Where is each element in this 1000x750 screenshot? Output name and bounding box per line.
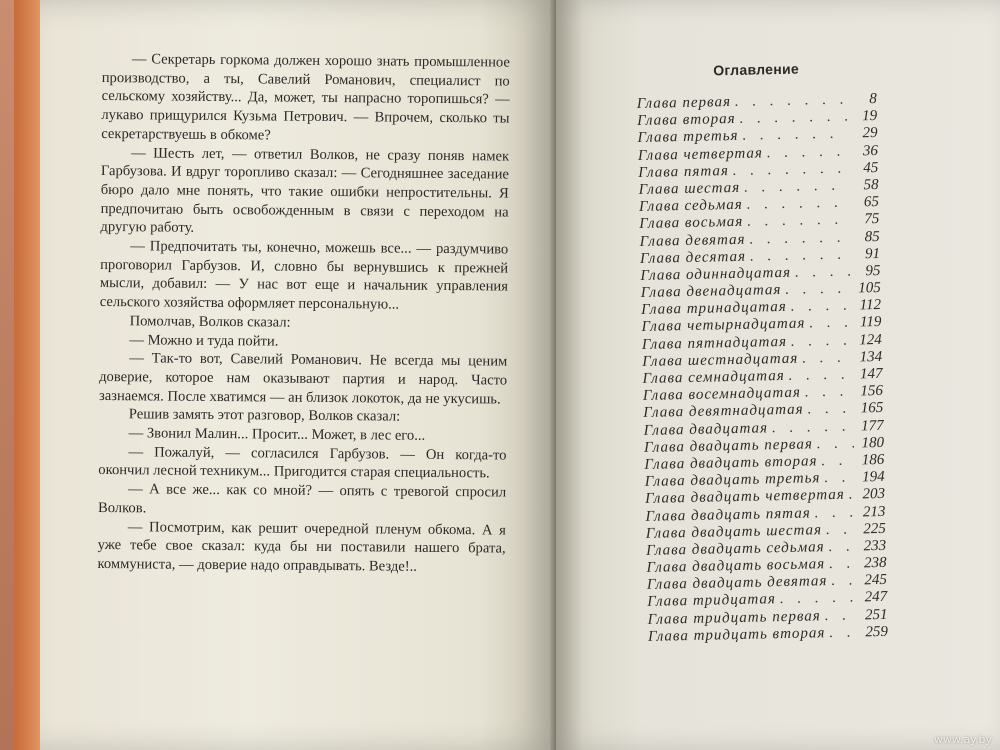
toc-item-label: Глава четвертая: [637, 144, 764, 164]
toc-item-page: 225: [863, 520, 886, 538]
toc-item-label: Глава седьмая: [638, 196, 743, 216]
toc-leader-dots: [795, 263, 851, 281]
toc-leader-dots: [749, 229, 850, 248]
toc-leader-dots: [791, 298, 852, 316]
paragraph: — Секретарь горкома должен хорошо знать промышленное производство, а ты, Савелий Романович, специалист по сельскому хозяйству... Да, может, ты напрасно торопишься? — лукаво прищурился Кузьма Петрович. — Впрочем, сколько ты секретарствуешь в обкоме?: [101, 51, 510, 144]
watermark: www.ay.by: [933, 733, 992, 746]
toc-item-label: Глава двадцать вторая: [644, 453, 818, 473]
toc-item-label: Глава двенадцатая: [640, 282, 782, 302]
toc-item-page: 134: [859, 348, 883, 366]
toc-leader-dots: [747, 212, 849, 231]
toc-item-page: 85: [864, 228, 880, 245]
toc-leader-dots: [828, 538, 856, 556]
paragraph: Решив замять этот разговор, Волков сказал:: [128, 406, 401, 425]
paragraph: — А все же... как со мной? — опять с тревогой спросил Волков.: [97, 481, 507, 517]
toc-leader-dots: [772, 418, 854, 437]
toc-item-page: 233: [863, 537, 887, 555]
toc-leader-dots: [815, 504, 856, 522]
toc-item-label: Глава тридцать вторая: [647, 624, 826, 645]
toc-item-page: 8: [869, 90, 877, 108]
toc-leader-dots: [826, 521, 856, 539]
toc-leader-dots: [789, 367, 853, 386]
toc-item-label: Глава десятая: [639, 248, 747, 267]
toc-item-page: 177: [860, 417, 884, 434]
toc-item-label: Глава четырнадцатая: [641, 315, 806, 336]
toc-item-page: 251: [864, 606, 888, 623]
paragraph: — Так-то вот, Савелий Романович. Не всегда мы ценим доверие, которое нам оказывают партия и народ. Часто зазнаемся. После хватимся — ан близок локоток, да не укусишь.: [98, 350, 508, 408]
toc-item-page: 245: [864, 572, 888, 589]
toc-item-page: 119: [859, 314, 882, 331]
toc-item-label: Глава двадцатая: [643, 419, 769, 439]
toc-item-label: Глава шестнадцатая: [642, 350, 799, 370]
toc-leader-dots: [805, 384, 853, 402]
toc-item-label: Глава шестая: [638, 179, 741, 198]
toc-item-page: 247: [864, 589, 888, 606]
toc-item-page: 147: [859, 365, 883, 383]
toc-item-page: 259: [865, 623, 889, 641]
toc-item-label: Глава двадцать девятая: [646, 573, 828, 594]
toc-item-page: 19: [861, 108, 878, 125]
toc-item-label: Глава тридцать первая: [647, 607, 821, 628]
toc-item-page: 186: [861, 451, 885, 469]
toc-item-page: 91: [864, 245, 881, 262]
toc-item-page: 165: [860, 400, 884, 417]
table-of-contents: [636, 59, 888, 646]
toc-leader-dots: [821, 452, 854, 470]
left-page-text: [97, 50, 510, 577]
toc-item-label: Глава первая: [636, 94, 732, 112]
paragraph: — Можно и туда пойти.: [129, 331, 279, 350]
toc-leader-dots: [767, 143, 848, 162]
toc-item-page: 36: [862, 142, 879, 159]
toc-item-page: 238: [863, 554, 887, 572]
toc-item-label: Глава пятая: [638, 162, 730, 181]
toc-leader-dots: [744, 178, 849, 197]
toc-item-page: 75: [864, 211, 880, 228]
paragraph: — Звонил Малин... Просит... Может, в лес его...: [128, 425, 426, 444]
toc-leader-dots: [791, 332, 852, 350]
toc-item-label: Глава вторая: [637, 111, 736, 130]
toc-item-label: Глава третья: [637, 128, 739, 147]
toc-leader-dots: [807, 401, 853, 419]
toc-leader-dots: [829, 624, 858, 642]
paragraph: — Предпочитать ты, конечно, можешь все... — раздумчиво проговорил Гарбузов. И, словно бы вернувшись к прежней мысли, добавил: — У нас вот еще и начальник управления сельского хозяйства оформляет персональную...: [99, 238, 509, 313]
toc-item-label: Глава двадцать восьмая: [646, 556, 826, 576]
toc-item-label: Глава восемнадцатая: [642, 384, 802, 405]
toc-item-label: Глава девятая: [639, 231, 746, 250]
toc-item-label: Глава двадцать четвертая: [644, 487, 845, 508]
toc-leader-dots: [742, 126, 847, 145]
toc-item-label: Глава пятнадцатая: [641, 333, 788, 353]
paragraph: — Посмотрим, как решит очередной пленум обкома. А я уже тебе свое сказал: куда бы ни поставили нашего брата, коммуниста, — доверие надо оправдывать. Везде!..: [97, 518, 506, 575]
toc-item-label: Глава двадцать первая: [643, 436, 814, 456]
toc-item-page: 203: [862, 486, 886, 503]
toc-item-page: 213: [862, 503, 886, 520]
toc-item-page: 124: [859, 331, 882, 349]
toc-leader-dots: [747, 195, 850, 214]
toc-item-label: Глава двадцать шестая: [645, 521, 823, 542]
toc-item-label: Глава двадцать третья: [644, 470, 821, 491]
toc-leader-dots: [824, 470, 855, 488]
toc-item-label: Глава девятнадцатая: [643, 401, 804, 422]
toc-item-page: 105: [858, 279, 881, 297]
paragraph: — Шесть лет, — ответил Волков, не сразу поняв намек Гарбузова. И вдруг торопливо сказал: — Сегодняшнее заседание бюро дало мне понять, что такие ошибки непростительны. Я предпочитаю быть освобожденным в связи с переходом на другую работу.: [100, 144, 510, 237]
toc-item-page: 95: [865, 262, 881, 280]
toc-leader-dots: [849, 487, 856, 504]
toc-item-page: 112: [859, 297, 882, 314]
toc-leader-dots: [780, 590, 858, 609]
toc-item-page: 65: [863, 194, 880, 211]
toc-item-page: 45: [863, 159, 879, 177]
toc-title: Оглавление: [713, 60, 800, 79]
toc-item-page: 194: [862, 469, 885, 486]
toc-item-page: 180: [861, 434, 885, 452]
paragraph: Помолчав, Волков сказал:: [129, 313, 291, 331]
toc-item-page: 58: [863, 176, 879, 194]
toc-leader-dots: [750, 246, 850, 265]
toc-item-label: Глава двадцать седьмая: [646, 539, 825, 559]
toc-item-label: Глава тринадцатая: [640, 299, 787, 319]
toc-item-label: Глава двадцать пятая: [645, 504, 811, 525]
toc-item-label: Глава восьмая: [639, 214, 744, 233]
toc-item-label: Глава тридцатая: [647, 591, 777, 611]
toc-leader-dots: [831, 573, 857, 591]
toc-leader-dots: [825, 607, 858, 625]
toc-item-page: 29: [862, 125, 878, 142]
toc-leader-dots: [785, 281, 851, 300]
toc-list: [637, 91, 888, 646]
toc-leader-dots: [809, 315, 851, 333]
toc-leader-dots: [829, 556, 857, 574]
toc-item-label: Глава одиннадцатая: [640, 264, 792, 284]
toc-leader-dots: [817, 435, 855, 453]
toc-leader-dots: [802, 349, 852, 367]
toc-item-label: Глава семнадцатая: [642, 367, 785, 387]
paragraph: — Пожалуй, — согласился Гарбузов. — Он когда-то окончил лесной техникум... Пригодится старая специальность.: [98, 444, 507, 482]
toc-item-page: 156: [860, 383, 884, 400]
